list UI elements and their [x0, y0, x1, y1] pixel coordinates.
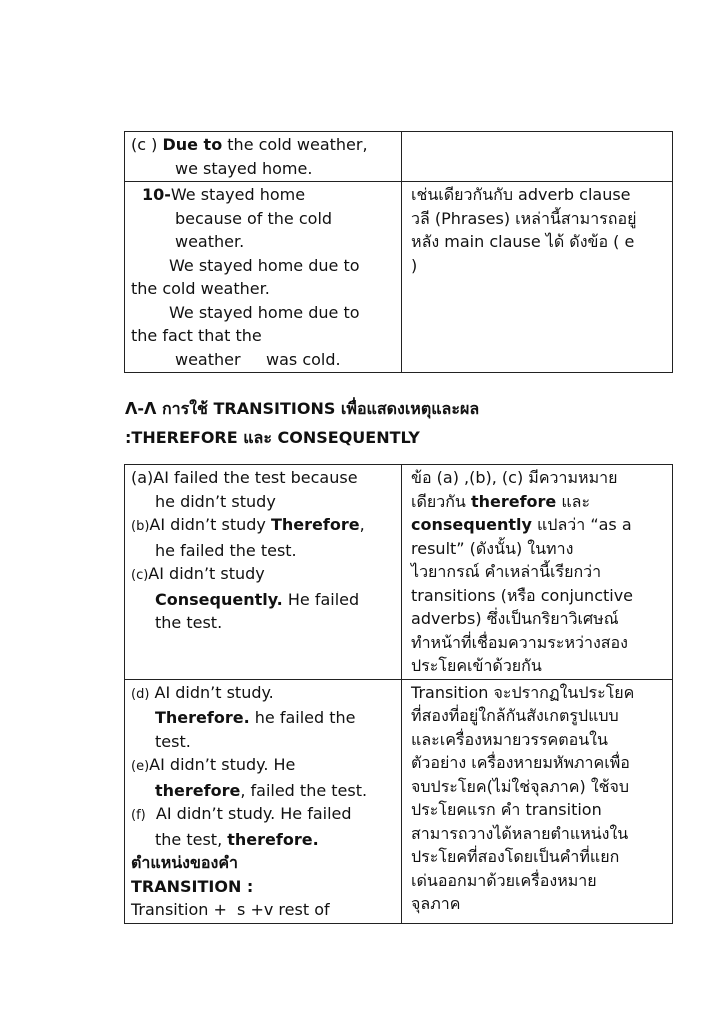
text-line: วลี (Phrases) เหล่านี้สามารถอยู่ [411, 208, 637, 228]
text-line [131, 466, 396, 490]
text-line: he didn’t study [155, 491, 276, 511]
cell-left [125, 465, 402, 680]
text-fragment: AI failed the test because [153, 468, 358, 487]
text-fragment: , [359, 515, 365, 534]
bold-term: consequently [411, 515, 532, 534]
bold-term: Due to [162, 135, 223, 154]
text-line: we stayed home. [175, 158, 313, 178]
text-line: ) [411, 255, 418, 275]
text-line [131, 513, 396, 539]
text-line: เด่นออกมาด้วยเครื่องหมาย [411, 870, 597, 890]
text-fragment: AI didn’t study. He [149, 755, 296, 774]
text-line: because of the cold [175, 208, 333, 228]
cell-left [125, 679, 402, 923]
text-fragment: AI didn’t study. He failed [145, 804, 352, 823]
text-line: สามารถวางได้หลายตำแหน่งใน [411, 823, 629, 843]
text-line: We stayed home due to [169, 255, 360, 275]
item-label: (a) [131, 468, 154, 487]
text-fragment: และ [556, 491, 591, 511]
bold-term: Therefore. [155, 708, 250, 727]
table-row [125, 679, 673, 923]
item-label: (e) [131, 759, 150, 774]
item-label: (f) [131, 808, 146, 823]
cell-right [402, 132, 673, 182]
text-line [131, 779, 396, 803]
text-line: ไวยากรณ์ คำเหล่านี้เรียกว่า [411, 562, 602, 581]
text-line: the test. [155, 613, 223, 632]
text-line [131, 753, 396, 779]
table-top [124, 131, 673, 373]
text-line [131, 562, 396, 588]
text-line [411, 513, 669, 537]
section-heading [125, 394, 685, 452]
cell-right [402, 465, 673, 680]
text-line: ประโยคที่สองโดยเป็นคำที่แยก [411, 847, 620, 866]
bold-term: therefore [155, 780, 241, 800]
text-line [131, 681, 396, 707]
cell-right [402, 679, 673, 923]
text-fragment: , failed the test. [240, 780, 368, 800]
text-fragment: the cold weather, [222, 135, 368, 154]
text-line: test. [155, 731, 191, 751]
text-line: และเครื่องหมายวรรคตอนใน [411, 729, 608, 749]
text-line [411, 490, 669, 514]
heading-line: :THEREFORE และ CONSEQUENTLY [125, 428, 420, 447]
text-line: We stayed home due to [169, 302, 360, 322]
item-label: (c ) [131, 135, 163, 154]
text-line: ทำหน้าที่เชื่อมความระหว่างสอง [411, 632, 628, 652]
bold-term: Consequently. [155, 589, 283, 609]
cell-left [125, 132, 402, 182]
text-line: Transition จะปรากฏในประโยค [411, 682, 635, 702]
item-number: 10- [142, 185, 171, 204]
text-fragment: He failed [282, 589, 360, 609]
text-line [131, 828, 396, 852]
text-line: weather was cold. [175, 349, 341, 369]
cell-right [402, 182, 673, 373]
text-fragment: he failed the [249, 708, 356, 727]
text-fragment: the test, [155, 829, 228, 849]
bold-term: Therefore [270, 515, 360, 534]
cell-left [125, 182, 402, 373]
item-label: (c) [131, 568, 149, 583]
text-line: weather. [175, 232, 245, 251]
text-line: result” (ดังนั้น) ในทาง [411, 538, 574, 558]
text-line: TRANSITION : [131, 876, 254, 896]
text-line: he failed the test. [155, 540, 297, 560]
text-line: เช่นเดียวกันกับ adverb clause [411, 185, 631, 204]
heading-line: ᐱ-ᐱ การใช้ TRANSITIONS เพื่อแสดงเหตุและผล [125, 399, 480, 418]
text-fragment: AI didn’t study [149, 515, 271, 534]
text-line: ตำแหน่งของคำ [131, 853, 239, 872]
text-line: ตัวอย่าง เครื่องหายมหัพภาคเพื่อ [411, 753, 630, 772]
text-line [131, 183, 396, 207]
text-line: ประโยคเข้าด้วยกัน [411, 656, 542, 675]
text-fragment: We stayed home [170, 185, 306, 204]
text-line: หลัง main clause ได้ ดังข้อ ( e [411, 232, 635, 251]
item-label: (d) [131, 686, 150, 702]
text-line: transitions (หรือ conjunctive [411, 585, 634, 605]
table-row [125, 132, 673, 182]
text-line [131, 802, 396, 828]
text-fragment: แปลว่า “as a [531, 515, 632, 534]
text-line: จบประโยค(ไม่ใช่จุลภาค) ใช้จบ [411, 776, 630, 796]
table-transitions [124, 464, 673, 924]
text-line: ที่สองที่อยู่ใกล้กันสังเกตรูปแบบ [411, 706, 619, 725]
text-line: adverbs) ซึ่งเป็นกริยาวิเศษณ์ [411, 609, 619, 628]
text-fragment: AI didn’t study [148, 564, 265, 583]
table-row [125, 182, 673, 373]
text-line [131, 706, 396, 730]
text-line: the cold weather. [131, 279, 270, 298]
item-label: (b) [131, 519, 150, 534]
text-line: the fact that the [131, 326, 262, 345]
text-line: ประโยคแรก คำ transition [411, 800, 602, 819]
bold-term: therefore. [227, 829, 319, 849]
text-line [131, 588, 396, 612]
text-fragment: AI didn’t study. [149, 682, 274, 702]
text-line: ข้อ (a) ,(b), (c) มีความหมาย [411, 468, 618, 487]
text-fragment: เดียวกัน [411, 491, 471, 511]
text-line: Transition + s +v rest of [131, 900, 330, 919]
table-row [125, 465, 673, 680]
text-line [131, 133, 396, 157]
text-line: จุลภาค [411, 894, 461, 913]
bold-term: therefore [470, 491, 557, 511]
